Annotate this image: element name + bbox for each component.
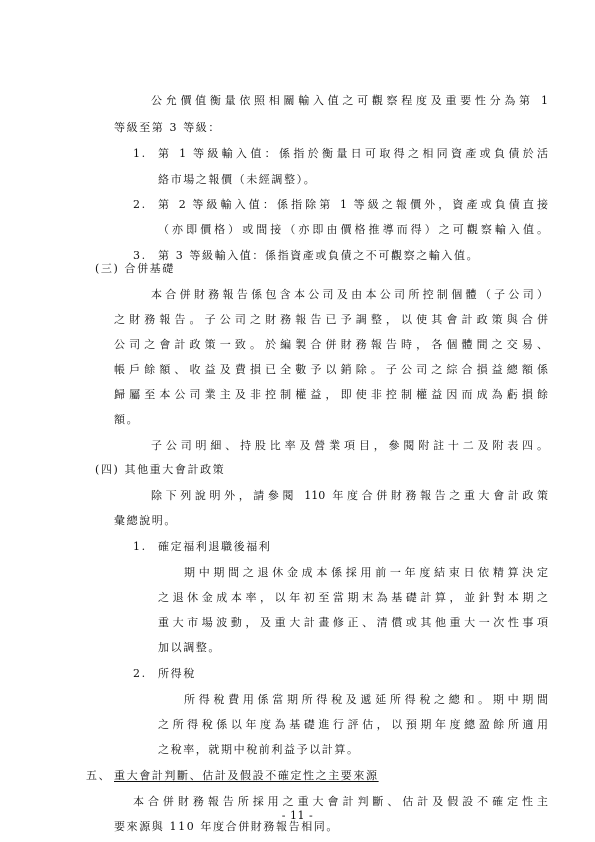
consolidation-p1-line4: 帳戶餘額、收益及費損已全數予以銷除。子公司之綜合損益總額係 [114,363,548,376]
item2-number: 2. [133,667,147,680]
item2-line2: 之所得稅係以年度為基礎進行評估，以預期年度總盈餘所適用 [158,718,548,731]
level1-number: 1. [133,147,147,160]
consolidation-p1-line1: 本合併財務報告係包含本公司及由本公司所控制個體（子公司） [151,288,548,301]
item1-line4: 加以調整。 [158,641,221,654]
item2-line3: 之稅率，就期中稅前利益予以計算。 [158,743,360,756]
item1-title: 確定福利退職後福利 [158,540,272,553]
fair-value-intro-line2: 等級至第 3 等級： [114,121,221,134]
item2-line1: 所得稅費用係當期所得稅及遞延所得稅之總和。期中期間 [184,693,548,706]
fair-value-intro-line1: 公允價值衡量依照相關輸入值之可觀察程度及重要性分為第 1 [151,94,548,107]
consolidation-p1-line3: 公司之會計政策一致。於編製合併財務報告時，各個體間之交易、 [114,338,548,351]
consolidation-p1-line2: 之財務報告。子公司之財務報告已予調整，以使其會計政策與合併 [114,313,548,326]
item1-number: 1. [133,540,147,553]
consolidation-p1-line6: 額。 [114,413,140,426]
item1-line3: 重大市場波動，及重大計畫修正、清償或其他重大一次性事項 [158,616,548,629]
level1-line1: 第 1 等級輸入值：係指於衡量日可取得之相同資產或負債於活 [158,147,548,160]
other-policies-p1-line2: 彙總說明。 [114,514,177,527]
level1-line2: 絡市場之報價（未經調整）。 [158,173,317,186]
page-number: - 11 - [281,809,314,822]
section5-heading: 重大會計判斷、估計及假設不確定性之主要來源 [114,769,379,782]
consolidation-heading: (三) 合併基礎 [95,262,175,275]
consolidation-p1-line5: 歸屬至本公司業主及非控制權益，即使非控制權益因而成為虧損餘 [114,388,548,401]
level2-line1: 第 2 等級輸入值：係指除第 1 等級之報價外，資產或負債直接 [158,198,548,211]
item2-title: 所得稅 [158,667,196,680]
level3-number: 3. [133,249,147,262]
level2-line2: （亦即價格）或間接（亦即由價格推導而得）之可觀察輸入值。 [158,223,548,236]
section5-line2: 要來源與 110 年度合併財務報告相同。 [114,820,339,833]
other-policies-heading: (四) 其他重大會計政策 [95,463,226,476]
item1-line1: 期中期間之退休金成本係採用前一年度結束日依精算決定 [184,566,548,579]
section5-line1: 本合併財務報告所採用之重大會計判斷、估計及假設不確定性主 [133,795,548,808]
item1-line2: 之退休金成本率，以年初至當期末為基礎計算，並針對本期之 [158,591,548,604]
level2-number: 2. [133,198,147,211]
consolidation-p2-line1: 子公司明細、持股比率及營業項目，參閱附註十二及附表四。 [151,439,548,452]
level3-line1: 第 3 等級輸入值：係指資產或負債之不可觀察之輸入值。 [158,249,480,262]
section5-number: 五、 [86,769,112,782]
other-policies-p1-line1: 除下列說明外，請參閱 110 年度合併財務報告之重大會計政策 [151,489,548,502]
